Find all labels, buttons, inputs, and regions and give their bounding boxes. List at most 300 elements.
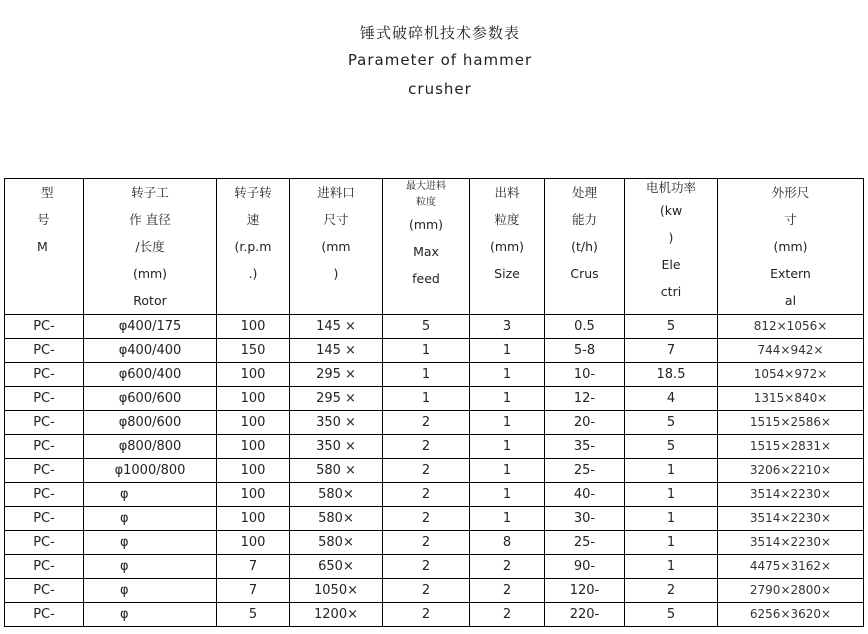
cell-capacity xyxy=(545,411,625,435)
cell-motor-power xyxy=(625,339,718,363)
cell-rotor-size xyxy=(84,411,217,435)
cell-model xyxy=(5,363,84,387)
cell-value: PC- xyxy=(33,343,55,358)
cell-feed-opening xyxy=(290,603,383,627)
cell-discharge-size xyxy=(470,579,545,603)
cell-discharge-size xyxy=(470,507,545,531)
cell-rotor-speed xyxy=(217,531,290,555)
cell-value: 4475×3162× xyxy=(749,559,832,573)
cell-value: 3206×2210× xyxy=(749,463,832,477)
cell-model xyxy=(5,459,84,483)
cell-value: 1 xyxy=(502,367,512,382)
cell-value: 1 xyxy=(502,343,512,358)
cell-value: 580× xyxy=(318,511,354,526)
cell-value: PC- xyxy=(33,487,55,502)
cell-discharge-size xyxy=(470,387,545,411)
cell-value: 350 × xyxy=(316,415,356,430)
cell-rotor-size xyxy=(84,579,217,603)
cell-rotor-speed xyxy=(217,387,290,411)
cell-value: 1315×840× xyxy=(753,391,828,405)
header-dimensions xyxy=(718,179,864,315)
cell-max-feed-size xyxy=(383,339,470,363)
cell-value: 100 xyxy=(240,511,266,526)
cell-value: 25- xyxy=(573,463,596,478)
cell-value: 100 xyxy=(240,439,266,454)
cell-value: 220- xyxy=(569,607,600,622)
cell-value: 812×1056× xyxy=(753,319,828,333)
cell-value: 650× xyxy=(318,559,354,574)
cell-max-feed-size xyxy=(383,555,470,579)
header-row xyxy=(5,179,864,315)
cell-capacity xyxy=(545,315,625,339)
header-line: (kw xyxy=(659,203,683,218)
cell-dimensions xyxy=(718,339,864,363)
header-rotor-size xyxy=(84,179,217,315)
cell-value: 1200× xyxy=(314,607,358,622)
header-line: al xyxy=(784,293,797,308)
cell-capacity xyxy=(545,459,625,483)
cell-value: 100 xyxy=(240,487,266,502)
header-line: 处理 xyxy=(571,185,597,200)
cell-capacity xyxy=(545,339,625,363)
cell-value: 100 xyxy=(240,535,266,550)
cell-capacity xyxy=(545,507,625,531)
cell-value: 2 xyxy=(502,607,512,622)
cell-value: 5 xyxy=(421,319,431,334)
cell-dimensions xyxy=(718,483,864,507)
cell-value: 1 xyxy=(502,391,512,406)
header-line: (mm xyxy=(321,239,351,254)
header-line: 速 xyxy=(246,212,260,227)
cell-max-feed-size xyxy=(383,411,470,435)
cell-value: 100 xyxy=(240,391,266,406)
table-row xyxy=(5,339,864,363)
cell-discharge-size xyxy=(470,483,545,507)
cell-rotor-speed xyxy=(217,507,290,531)
cell-model xyxy=(5,483,84,507)
cell-max-feed-size xyxy=(383,579,470,603)
cell-value: 145 × xyxy=(316,343,356,358)
cell-rotor-size xyxy=(84,363,217,387)
header-line: 转子转 xyxy=(234,185,272,200)
cell-motor-power xyxy=(625,411,718,435)
cell-value: 5 xyxy=(248,607,258,622)
cell-value: 2 xyxy=(421,583,431,598)
cell-value: 145 × xyxy=(316,319,356,334)
header-line: Ele xyxy=(661,257,681,272)
cell-value: PC- xyxy=(33,607,55,622)
cell-max-feed-size xyxy=(383,315,470,339)
cell-discharge-size xyxy=(470,435,545,459)
cell-rotor-size xyxy=(84,555,217,579)
cell-value: 5 xyxy=(666,319,676,334)
cell-value: 100 xyxy=(240,367,266,382)
cell-capacity xyxy=(545,603,625,627)
cell-value: 1 xyxy=(421,343,431,358)
header-line: (mm) xyxy=(408,217,444,232)
header-line: 寸 xyxy=(784,212,797,227)
cell-max-feed-size xyxy=(383,435,470,459)
header-line: 粒度 xyxy=(494,212,520,227)
cell-model xyxy=(5,579,84,603)
parameter-table xyxy=(4,178,864,627)
cell-value: 1 xyxy=(502,487,512,502)
cell-value: 1 xyxy=(421,391,431,406)
cell-feed-opening xyxy=(290,459,383,483)
table-row xyxy=(5,387,864,411)
cell-value: 1515×2831× xyxy=(749,439,832,453)
cell-value: 2 xyxy=(421,415,431,430)
cell-max-feed-size xyxy=(383,363,470,387)
cell-model xyxy=(5,555,84,579)
cell-rotor-speed xyxy=(217,459,290,483)
cell-value: PC- xyxy=(33,463,55,478)
cell-value: 30- xyxy=(573,511,596,526)
title-en-line2: crusher xyxy=(408,80,472,98)
header-line: 号 xyxy=(37,212,50,227)
cell-max-feed-size xyxy=(383,483,470,507)
cell-value: 1 xyxy=(502,511,512,526)
cell-value: PC- xyxy=(33,367,55,382)
cell-value: 7 xyxy=(666,343,676,358)
cell-value: 100 xyxy=(240,319,266,334)
header-line: Extern xyxy=(770,266,811,281)
cell-capacity xyxy=(545,483,625,507)
table-row xyxy=(5,579,864,603)
cell-feed-opening xyxy=(290,435,383,459)
cell-value: 1 xyxy=(666,487,676,502)
cell-value: 20- xyxy=(573,415,596,430)
cell-model xyxy=(5,603,84,627)
cell-model xyxy=(5,531,84,555)
cell-model xyxy=(5,435,84,459)
cell-max-feed-size xyxy=(383,603,470,627)
cell-value: 1 xyxy=(502,439,512,454)
cell-value: 744×942× xyxy=(757,343,824,357)
cell-dimensions xyxy=(718,363,864,387)
cell-value: 100 xyxy=(240,415,266,430)
cell-dimensions xyxy=(718,579,864,603)
cell-value: 2790×2800× xyxy=(749,583,832,597)
table-row xyxy=(5,603,864,627)
cell-dimensions xyxy=(718,411,864,435)
cell-motor-power xyxy=(625,603,718,627)
cell-value: 295 × xyxy=(316,367,356,382)
cell-feed-opening xyxy=(290,339,383,363)
header-line: 电机功率 xyxy=(645,180,696,195)
header-feed-opening xyxy=(290,179,383,315)
header-line: 尺寸 xyxy=(323,212,349,227)
cell-value: 1 xyxy=(666,463,676,478)
cell-model xyxy=(5,411,84,435)
cell-value: φ800/600 xyxy=(118,415,182,430)
cell-capacity xyxy=(545,387,625,411)
cell-rotor-speed xyxy=(217,483,290,507)
cell-feed-opening xyxy=(290,483,383,507)
cell-value: 40- xyxy=(573,487,596,502)
cell-value: φ600/400 xyxy=(118,367,182,382)
cell-rotor-size xyxy=(84,507,217,531)
header-discharge-size xyxy=(470,179,545,315)
header-line: Size xyxy=(494,266,520,281)
cell-discharge-size xyxy=(470,315,545,339)
cell-value: 2 xyxy=(666,583,676,598)
cell-value: 8 xyxy=(502,535,512,550)
header-line: 转子工 xyxy=(131,185,169,200)
header-line: (t/h) xyxy=(571,239,598,254)
cell-value: 2 xyxy=(421,607,431,622)
header-rotor-speed xyxy=(217,179,290,315)
header-line: ) xyxy=(668,230,674,245)
title-en-line1: Parameter of hammer xyxy=(347,51,533,69)
cell-value: 25- xyxy=(573,535,596,550)
cell-value: 1 xyxy=(666,511,676,526)
cell-feed-opening xyxy=(290,531,383,555)
cell-capacity xyxy=(545,531,625,555)
cell-dimensions xyxy=(718,387,864,411)
cell-dimensions xyxy=(718,459,864,483)
cell-discharge-size xyxy=(470,411,545,435)
header-line: .) xyxy=(248,266,258,281)
cell-value: φ xyxy=(120,487,129,502)
cell-rotor-speed xyxy=(217,435,290,459)
cell-value: PC- xyxy=(33,559,55,574)
cell-dimensions xyxy=(718,555,864,579)
cell-motor-power xyxy=(625,363,718,387)
cell-value: φ xyxy=(120,607,129,622)
cell-value: 5 xyxy=(666,607,676,622)
table-row xyxy=(5,459,864,483)
cell-value: 1054×972× xyxy=(753,367,828,381)
cell-rotor-speed xyxy=(217,315,290,339)
header-line: M xyxy=(37,239,48,254)
cell-model xyxy=(5,339,84,363)
cell-value: 3 xyxy=(502,319,512,334)
header-line: Rotor xyxy=(133,293,167,308)
cell-max-feed-size xyxy=(383,387,470,411)
table-row xyxy=(5,435,864,459)
cell-value: 350 × xyxy=(316,439,356,454)
cell-value: 580 × xyxy=(316,463,356,478)
cell-dimensions xyxy=(718,603,864,627)
cell-rotor-speed xyxy=(217,555,290,579)
cell-value: φ xyxy=(120,511,129,526)
cell-value: 580× xyxy=(318,535,354,550)
cell-value: 2 xyxy=(502,583,512,598)
cell-value: 100 xyxy=(240,463,266,478)
cell-value: 120- xyxy=(569,583,600,598)
cell-value: 35- xyxy=(573,439,596,454)
cell-value: φ xyxy=(120,559,129,574)
cell-discharge-size xyxy=(470,363,545,387)
cell-feed-opening xyxy=(290,387,383,411)
header-line: feed xyxy=(412,271,440,286)
cell-value: φ400/400 xyxy=(118,343,182,358)
cell-value: 3514×2230× xyxy=(749,535,832,549)
header-motor-power xyxy=(625,179,718,315)
cell-value: PC- xyxy=(33,391,55,406)
cell-value: 1 xyxy=(666,559,676,574)
cell-value: 7 xyxy=(248,559,258,574)
cell-rotor-size xyxy=(84,603,217,627)
header-max-feed-size xyxy=(383,179,470,315)
cell-feed-opening xyxy=(290,579,383,603)
cell-value: φ600/600 xyxy=(118,391,182,406)
cell-dimensions xyxy=(718,507,864,531)
cell-feed-opening xyxy=(290,555,383,579)
cell-motor-power xyxy=(625,387,718,411)
cell-max-feed-size xyxy=(383,531,470,555)
cell-discharge-size xyxy=(470,555,545,579)
cell-value: PC- xyxy=(33,319,55,334)
table-row xyxy=(5,555,864,579)
cell-motor-power xyxy=(625,507,718,531)
header-line: (r.p.m xyxy=(234,239,272,254)
cell-value: 1 xyxy=(502,415,512,430)
cell-value: φ400/175 xyxy=(118,319,182,334)
cell-rotor-size xyxy=(84,459,217,483)
cell-feed-opening xyxy=(290,315,383,339)
cell-value: 0.5 xyxy=(574,319,595,334)
cell-motor-power xyxy=(625,579,718,603)
cell-rotor-speed xyxy=(217,411,290,435)
cell-feed-opening xyxy=(290,363,383,387)
header-line: (mm) xyxy=(132,266,168,281)
cell-value: 2 xyxy=(421,487,431,502)
cell-value: 4 xyxy=(666,391,676,406)
cell-value: 2 xyxy=(421,439,431,454)
table-row xyxy=(5,411,864,435)
cell-value: 3514×2230× xyxy=(749,511,832,525)
cell-dimensions xyxy=(718,315,864,339)
header-line: 进料口 xyxy=(317,185,355,200)
header-line: 出料 xyxy=(494,185,520,200)
cell-value: 1050× xyxy=(314,583,358,598)
cell-motor-power xyxy=(625,483,718,507)
table-row xyxy=(5,483,864,507)
header-line: Max xyxy=(413,244,439,259)
cell-rotor-size xyxy=(84,483,217,507)
header-line: 能力 xyxy=(571,212,597,227)
cell-capacity xyxy=(545,555,625,579)
cell-value: 1515×2586× xyxy=(749,415,832,429)
cell-value: 6256×3620× xyxy=(749,607,832,621)
cell-value: PC- xyxy=(33,583,55,598)
cell-model xyxy=(5,507,84,531)
cell-value: PC- xyxy=(33,511,55,526)
cell-discharge-size xyxy=(470,603,545,627)
cell-rotor-size xyxy=(84,435,217,459)
cell-motor-power xyxy=(625,531,718,555)
cell-discharge-size xyxy=(470,459,545,483)
header-line: (mm) xyxy=(489,239,525,254)
cell-value: 10- xyxy=(573,367,596,382)
table-row xyxy=(5,363,864,387)
header-capacity xyxy=(545,179,625,315)
header-line: 外形尺 xyxy=(771,185,810,200)
header-line: 粒度 xyxy=(416,197,436,208)
table-row xyxy=(5,315,864,339)
cell-rotor-size xyxy=(84,387,217,411)
header-line: /长度 xyxy=(135,239,165,254)
cell-discharge-size xyxy=(470,531,545,555)
cell-rotor-size xyxy=(84,531,217,555)
header-line: 型 xyxy=(41,185,54,200)
cell-value: 90- xyxy=(573,559,596,574)
cell-rotor-size xyxy=(84,339,217,363)
header-line: ) xyxy=(333,266,339,281)
cell-motor-power xyxy=(625,435,718,459)
header-line: (mm) xyxy=(773,239,808,254)
cell-value: 580× xyxy=(318,487,354,502)
cell-model xyxy=(5,315,84,339)
header-line: ctri xyxy=(660,284,682,299)
cell-value: 2 xyxy=(421,535,431,550)
cell-value: 2 xyxy=(421,511,431,526)
cell-value: 7 xyxy=(248,583,258,598)
cell-feed-opening xyxy=(290,411,383,435)
cell-value: 1 xyxy=(502,463,512,478)
cell-rotor-speed xyxy=(217,603,290,627)
cell-max-feed-size xyxy=(383,507,470,531)
cell-value: φ1000/800 xyxy=(114,463,186,478)
cell-rotor-speed xyxy=(217,339,290,363)
header-line: Crus xyxy=(570,266,599,281)
cell-value: φ xyxy=(120,535,129,550)
cell-value: φ xyxy=(120,583,129,598)
cell-max-feed-size xyxy=(383,459,470,483)
cell-value: PC- xyxy=(33,535,55,550)
cell-value: 5-8 xyxy=(573,343,596,358)
cell-value: 2 xyxy=(421,559,431,574)
cell-capacity xyxy=(545,579,625,603)
cell-value: 150 xyxy=(240,343,266,358)
title-zh: 锤式破碎机技术参数表 xyxy=(359,24,520,42)
cell-motor-power xyxy=(625,459,718,483)
cell-value: 5 xyxy=(666,439,676,454)
cell-value: 5 xyxy=(666,415,676,430)
cell-capacity xyxy=(545,363,625,387)
cell-value: PC- xyxy=(33,415,55,430)
table-row xyxy=(5,507,864,531)
cell-dimensions xyxy=(718,435,864,459)
cell-value: 18.5 xyxy=(656,367,686,382)
header-model xyxy=(5,179,84,315)
cell-value: 1 xyxy=(666,535,676,550)
cell-dimensions xyxy=(718,531,864,555)
cell-model xyxy=(5,387,84,411)
table-row xyxy=(5,531,864,555)
cell-discharge-size xyxy=(470,339,545,363)
cell-capacity xyxy=(545,435,625,459)
cell-motor-power xyxy=(625,315,718,339)
cell-rotor-speed xyxy=(217,363,290,387)
cell-value: 1 xyxy=(421,367,431,382)
cell-value: PC- xyxy=(33,439,55,454)
cell-rotor-speed xyxy=(217,579,290,603)
cell-value: 2 xyxy=(502,559,512,574)
cell-value: 3514×2230× xyxy=(749,487,832,501)
cell-rotor-size xyxy=(84,315,217,339)
cell-motor-power xyxy=(625,555,718,579)
cell-feed-opening xyxy=(290,507,383,531)
header-line: 作 直径 xyxy=(129,212,171,227)
header-line: 最大进料 xyxy=(406,181,446,192)
cell-value: 2 xyxy=(421,463,431,478)
cell-value: 12- xyxy=(573,391,596,406)
cell-value: 295 × xyxy=(316,391,356,406)
cell-value: φ800/800 xyxy=(118,439,182,454)
